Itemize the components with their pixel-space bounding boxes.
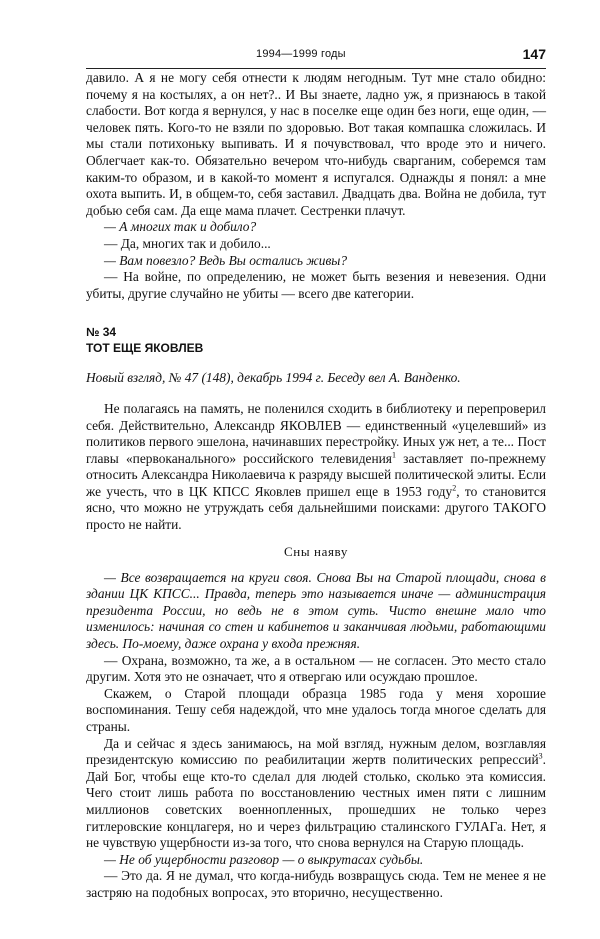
answer-1: — Да, многих так и добило...: [104, 235, 271, 251]
intro-text-b: заставляет по-прежнему относить Александра Николаевича к разряду высшей политической элиты. Если же учесть, что в ЦК КПСС Яковлев пришел еще в 1953 году: [86, 450, 546, 499]
footnote-ref-3: 3: [538, 751, 543, 761]
article-number: № 34: [86, 325, 117, 340]
paragraph-continued: давило. А я не могу себя отнести к людям негодным. Тут мне стало обидно: почему я на костылях, а он нет?.. И Вы знаете, ладно уж, я признаюсь в такой слабости. Вот когда я вернулся, у нас в поселке еще один без ноги, еще один, — человек пять. Кого-то не взяли по здоровью. Вот такая компашка сложилась. И мы стали потихоньку выпивать. И я почувствовал, что вроде это и ничего. Облегчает как-то. Обязательно вечером что-нибудь сварганим, соберемся там каким-то образом, и в какой-то момент я испугался. Однажды я понял: а мне охота выпить. И, в общем-то, себя заставил. Двадцать два. Война не добила, тут добью себя сам. Да еще мама плачет. Сестренки плачут.: [86, 70, 546, 218]
footnote-ref-1: 1: [391, 450, 396, 460]
question-2: — Вам повезло? Ведь Вы остались живы?: [104, 252, 348, 268]
intro-text-c: , то становится ясно, что можно не утруждать себя дальнейшими поисками: другого ТАКОГО просто не найти.: [86, 483, 546, 533]
paragraph-3-text-a: Да и сейчас я здесь занимаюсь, на мой взгляд, нужным делом, возглавляя президентскую комиссию по реабилитации жертв политических репрессий: [86, 735, 546, 768]
page-body: [86, 70, 546, 902]
paragraph-2: Скажем, о Старой площади образца 1985 года у меня хорошие воспоминания. Тешу себя надеждой, что мне удалось тогда многое сделать для страны.: [86, 685, 546, 734]
page-header: [86, 48, 546, 64]
intro-text-a: Не полагаясь на память, не поленился сходить в библиотеку и перепроверил себя. Действительно, Александр ЯКОВЛЕВ — единственный «уцелевший» из политиков первого эшелона, начинавших перестройку. Иных уж нет, а те... Пост главы «первоканального» российского телевидения: [86, 400, 546, 466]
question-3: — Все возвращается на круги своя. Снова Вы на Старой площади, снова в здании ЦК КПСС... Правда, теперь это называется иначе — администрация президента России, но ведь не в этом суть. Чисто внешне мало что изменилось: начиная со стен и кабинетов и заканчивая людьми, работающими здесь. По-моему, даже охрана у входа прежняя.: [86, 569, 546, 652]
footnote-ref-2: 2: [452, 483, 457, 493]
article-source: Новый взгляд, № 47 (148), декабрь 1994 г. Беседу вел А. Ванденко.: [86, 370, 461, 386]
paragraph-3-text-b: . Дай Бог, чтобы еще кто-то сделал для людей столько, сколько эта комиссия. Чего стоит лишь работа по восстановлению честных имен пяти с лишним миллионов советских военнопленных, прошедших не только через гитлеровские концлагеря, но и через фильтрацию сталинского ГУЛАГа. Нет, я не чувствую ущербности из-за того, что снова вернулся на Старую площадь.: [86, 752, 546, 851]
running-title: 1994—1999 годы: [256, 48, 346, 60]
answer-4: — Это да. Я не думал, что когда-нибудь возвращусь сюда. Тем не менее я не застряю на подобных вопросах, это вторично, несущественно.: [86, 868, 546, 900]
section-title: Сны наяву: [284, 543, 348, 559]
article-intro: [86, 401, 546, 534]
answer-2: — На войне, по определению, не может быть везения и невезения. Одни убиты, другие случайно не убиты — всего две категории.: [86, 269, 546, 301]
page-number: 147: [522, 46, 546, 62]
question-1: — А многих так и добило?: [104, 219, 257, 235]
header-rule: [86, 68, 546, 69]
article-title: ТОТ ЕЩЕ ЯКОВЛЕВ: [86, 341, 204, 356]
question-4: — Не об ущербности разговор — о выкрутасах судьбы.: [104, 851, 424, 867]
paragraph-3: [86, 736, 546, 852]
answer-3: — Охрана, возможно, та же, а в остальном — не согласен. Это место стало другим. Хотя это не означает, что я отвергаю или осуждаю прошлое.: [86, 652, 546, 685]
